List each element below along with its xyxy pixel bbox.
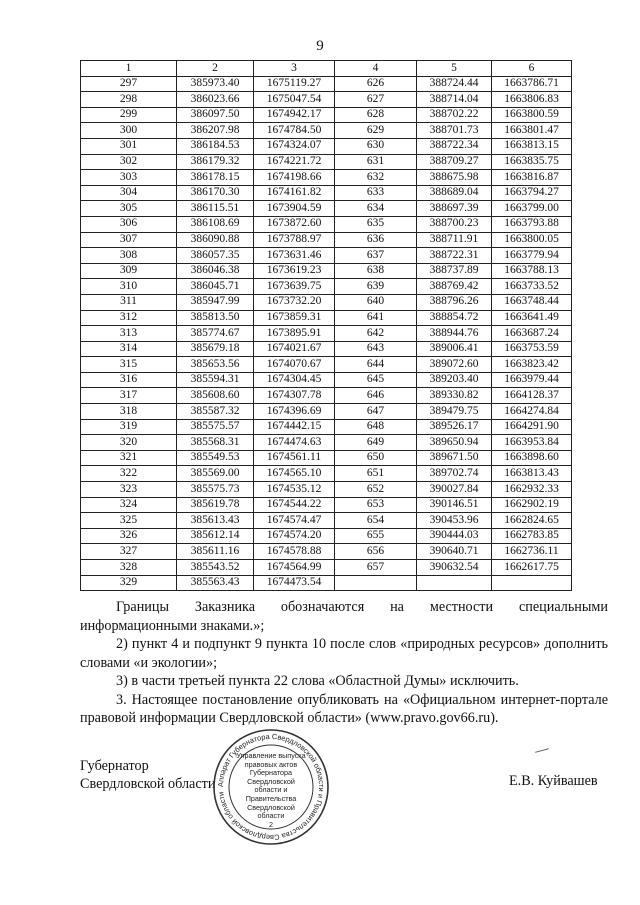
table-cell: 388701.73 [417,123,492,139]
table-cell: 386178.15 [177,170,254,186]
table-cell: 389526.17 [417,419,492,435]
table-cell: 1662902.19 [492,497,572,513]
table-cell: 386023.66 [177,92,254,108]
table-cell: 1663816.87 [492,170,572,186]
table-cell: 388714.04 [417,92,492,108]
table-cell: 385568.31 [177,435,254,451]
column-header: 2 [177,61,254,77]
table-cell: 316 [81,372,177,388]
table-cell: 1673904.59 [254,201,335,217]
table-cell: 1673639.75 [254,279,335,295]
table-cell: 630 [335,138,417,154]
table-cell: 1663799.00 [492,201,572,217]
table-cell: 390146.51 [417,497,492,513]
table-cell: 655 [335,528,417,544]
table-cell: 1674021.67 [254,341,335,357]
table-cell: 386046.38 [177,263,254,279]
table-cell: 650 [335,450,417,466]
table-cell: 326 [81,528,177,544]
signatory-title-line: Свердловской области [80,776,216,792]
table-cell: 1663788.13 [492,263,572,279]
seal-center-text: Управление выпуска правовых актов Губернатора Свердловской области и Правительства Свердловской области [236,751,306,821]
table-cell: 1674307.78 [254,388,335,404]
table-cell: 390444.03 [417,528,492,544]
table-cell: 301 [81,138,177,154]
table-cell: 1663801.47 [492,123,572,139]
table-row [81,528,572,544]
table-cell: 385612.14 [177,528,254,544]
table-cell: 1674070.67 [254,357,335,373]
table-row [81,248,572,264]
column-header: 3 [254,61,335,77]
table-cell: 649 [335,435,417,451]
table-cell: 631 [335,154,417,170]
table-cell: 1663823.42 [492,357,572,373]
table-cell: 388675.98 [417,170,492,186]
table-cell [335,575,417,591]
table-cell: 385774.67 [177,326,254,342]
table-cell: 385594.31 [177,372,254,388]
table-cell: 1662617.75 [492,560,572,576]
body-text [80,598,608,728]
table-cell: 1663641.49 [492,310,572,326]
table-cell: 1663953.84 [492,435,572,451]
table-cell: 1663753.59 [492,341,572,357]
table-row [81,372,572,388]
table-cell: 386207.98 [177,123,254,139]
table-cell: 653 [335,497,417,513]
table-cell: 329 [81,575,177,591]
table-cell: 1674396.69 [254,404,335,420]
table-cell: 320 [81,435,177,451]
table-row [81,92,572,108]
page-number: 9 [316,38,324,54]
coordinates-table [80,60,572,591]
table-row [81,466,572,482]
table-cell: 385549.53 [177,450,254,466]
table-cell: 385613.43 [177,513,254,529]
table-row [81,419,572,435]
table-cell: 1663813.15 [492,138,572,154]
table-cell: 1662932.33 [492,482,572,498]
table-cell: 388724.44 [417,76,492,92]
table-cell: 325 [81,513,177,529]
table-row [81,341,572,357]
table-cell: 304 [81,185,177,201]
table-cell: 385543.52 [177,560,254,576]
table-cell: 385947.99 [177,294,254,310]
table-cell: 648 [335,419,417,435]
table-cell: 385563.43 [177,575,254,591]
table-cell: 308 [81,248,177,264]
table-cell: 386057.35 [177,248,254,264]
table-cell: 1673788.97 [254,232,335,248]
table-cell: 388737.89 [417,263,492,279]
column-header: 1 [81,61,177,77]
seal-ring-text: Аппарат Губернатора Свердловской области и Правительства Свердловской области [215,731,327,843]
table-cell: 1663813.43 [492,466,572,482]
table-row [81,216,572,232]
table-cell: 306 [81,216,177,232]
table-cell: 1664274.84 [492,404,572,420]
table-cell: 389650.94 [417,435,492,451]
table-cell: 1674304.45 [254,372,335,388]
table-cell: 389479.75 [417,404,492,420]
table-cell: 321 [81,450,177,466]
table-cell: 1663748.44 [492,294,572,310]
table-cell: 1663687.24 [492,326,572,342]
table-cell: 1662736.11 [492,544,572,560]
table-cell: 1662783.85 [492,528,572,544]
table-cell: 1663794.27 [492,185,572,201]
table-cell: 1674784.50 [254,123,335,139]
table-cell: 388796.26 [417,294,492,310]
table-cell: 309 [81,263,177,279]
table-cell: 314 [81,341,177,357]
table-cell: 640 [335,294,417,310]
table-cell: 1674161.82 [254,185,335,201]
table-cell: 310 [81,279,177,295]
table-cell: 1673859.31 [254,310,335,326]
table-row [81,497,572,513]
table-cell: 1674564.99 [254,560,335,576]
table-cell: 1663979.44 [492,372,572,388]
table-cell: 386115.51 [177,201,254,217]
table-cell: 389006.41 [417,341,492,357]
table-row [81,450,572,466]
table-cell: 386097.50 [177,107,254,123]
table-cell: 1674574.20 [254,528,335,544]
table-cell: 311 [81,294,177,310]
signatory-title-line: Губернатор [80,758,149,774]
table-row [81,185,572,201]
table-row [81,513,572,529]
table-cell: 307 [81,232,177,248]
table-cell: 386108.69 [177,216,254,232]
table-cell: 388700.23 [417,216,492,232]
table-cell: 302 [81,154,177,170]
table-cell: 388711.91 [417,232,492,248]
table-cell: 1673895.91 [254,326,335,342]
table-cell: 389671.50 [417,450,492,466]
table-cell: 385973.40 [177,76,254,92]
table-row [81,482,572,498]
table-cell: 645 [335,372,417,388]
table-cell: 1673631.46 [254,248,335,264]
table-row [81,560,572,576]
table-cell: 318 [81,404,177,420]
table-cell: 627 [335,92,417,108]
table-cell: 656 [335,544,417,560]
table-cell: 634 [335,201,417,217]
table-row [81,201,572,217]
table-cell: 319 [81,419,177,435]
table-cell: 644 [335,357,417,373]
table-cell: 1663800.05 [492,232,572,248]
column-header: 5 [417,61,492,77]
table-cell: 386045.71 [177,279,254,295]
table-cell: 1664291.90 [492,419,572,435]
table-cell: 385575.57 [177,419,254,435]
table-cell: 385575.73 [177,482,254,498]
table-cell: 641 [335,310,417,326]
table-row [81,76,572,92]
table-cell: 1674574.47 [254,513,335,529]
table-row [81,388,572,404]
table-cell: 388709.27 [417,154,492,170]
paragraph-amendment-2: 2) пункт 4 и подпункт 9 пункта 10 после слов «природных ресурсов» дополнить словами «и экологии»; [80,636,608,671]
table-cell: 388769.42 [417,279,492,295]
table-cell: 1674578.88 [254,544,335,560]
table-cell: 390027.84 [417,482,492,498]
table-cell: 1663779.94 [492,248,572,264]
table-cell: 652 [335,482,417,498]
table-cell: 327 [81,544,177,560]
table-cell: 628 [335,107,417,123]
table-cell: 386179.32 [177,154,254,170]
table-cell: 385569.00 [177,466,254,482]
table-cell: 643 [335,341,417,357]
table-row [81,294,572,310]
table-cell: 388854.72 [417,310,492,326]
table-cell: 1674221.72 [254,154,335,170]
table-cell: 385587.32 [177,404,254,420]
table-row [81,435,572,451]
table-cell [492,575,572,591]
table-row [81,404,572,420]
table-cell: 651 [335,466,417,482]
table-cell: 1674565.10 [254,466,335,482]
table-cell: 300 [81,123,177,139]
table-cell: 389330.82 [417,388,492,404]
table-cell: 1673732.20 [254,294,335,310]
table-cell: 1663806.83 [492,92,572,108]
table-cell: 386170.30 [177,185,254,201]
table-cell: 388944.76 [417,326,492,342]
table-row [81,263,572,279]
table-cell: 385679.18 [177,341,254,357]
table-cell: 389203.40 [417,372,492,388]
table-row [81,575,572,591]
paragraph-boundaries: Границы Заказника обозначаются на местности специальными информационными знаками.»; [80,599,608,634]
table-cell: 388689.04 [417,185,492,201]
table-row [81,310,572,326]
table-cell: 1663793.88 [492,216,572,232]
table-cell: 1663733.52 [492,279,572,295]
table-row [81,232,572,248]
table-row [81,544,572,560]
signatory-name: Е.В. Куйвашев [509,773,598,789]
table-cell: 636 [335,232,417,248]
table-cell: 313 [81,326,177,342]
table-cell: 626 [335,76,417,92]
table-cell: 312 [81,310,177,326]
table-cell [417,575,492,591]
table-cell: 297 [81,76,177,92]
paragraph-amendment-3: 3) в части третьей пункта 22 слова «Областной Думы» исключить. [116,673,519,689]
column-header: 4 [335,61,417,77]
seal-center [233,752,309,829]
table-cell: 305 [81,201,177,217]
table-cell: 385653.56 [177,357,254,373]
column-header: 6 [492,61,572,77]
table-row [81,326,572,342]
table-cell: 385813.50 [177,310,254,326]
table-cell: 637 [335,248,417,264]
table-cell: 324 [81,497,177,513]
table-cell: 388697.39 [417,201,492,217]
pen-mark [535,748,549,753]
table-cell: 1674561.11 [254,450,335,466]
table-cell: 1673619.23 [254,263,335,279]
table-cell: 642 [335,326,417,342]
table-cell: 322 [81,466,177,482]
table-row [81,107,572,123]
table-cell: 1662824.65 [492,513,572,529]
table-cell: 646 [335,388,417,404]
table-cell: 328 [81,560,177,576]
table-row [81,357,572,373]
table-cell: 1673872.60 [254,216,335,232]
table-cell: 1674473.54 [254,575,335,591]
table-cell: 1674324.07 [254,138,335,154]
table-cell: 303 [81,170,177,186]
table-cell: 1674535.12 [254,482,335,498]
table-cell: 1674544.22 [254,497,335,513]
table-cell: 317 [81,388,177,404]
table-cell: 1674198.66 [254,170,335,186]
table-cell: 390632.54 [417,560,492,576]
table-cell: 385611.16 [177,544,254,560]
table-cell: 386184.53 [177,138,254,154]
table-cell: 323 [81,482,177,498]
table-cell: 388702.22 [417,107,492,123]
table-row [81,170,572,186]
table-row [81,123,572,139]
table-cell: 1675047.54 [254,92,335,108]
table-cell: 633 [335,185,417,201]
table-row [81,138,572,154]
table-cell: 647 [335,404,417,420]
table-header-row [81,61,572,77]
table-cell: 1663835.75 [492,154,572,170]
table-row [81,279,572,295]
table-cell: 390640.71 [417,544,492,560]
table-cell: 632 [335,170,417,186]
table-row [81,154,572,170]
signatory-title [80,757,215,793]
table-cell: 635 [335,216,417,232]
table-cell: 390453.96 [417,513,492,529]
table-cell: 629 [335,123,417,139]
table-cell: 1674474.63 [254,435,335,451]
table-cell: 299 [81,107,177,123]
table-cell: 389702.74 [417,466,492,482]
table-cell: 1663898.60 [492,450,572,466]
table-cell: 1663786.71 [492,76,572,92]
table-cell: 654 [335,513,417,529]
table-cell: 298 [81,92,177,108]
table-cell: 385608.60 [177,388,254,404]
table-cell: 657 [335,560,417,576]
table-cell: 388722.34 [417,138,492,154]
table-cell: 385619.78 [177,497,254,513]
table-cell: 1664128.37 [492,388,572,404]
table-cell: 1674942.17 [254,107,335,123]
table-cell: 1663800.59 [492,107,572,123]
table-cell: 389072.60 [417,357,492,373]
paragraph-publication: 3. Настоящее постановление опубликовать на «Официальном интернет-портале правовой информации Свердловской области» (www.pravo.gov66.ru). [80,691,608,726]
table-cell: 1675119.27 [254,76,335,92]
table-cell: 386090.88 [177,232,254,248]
seal-number: 2 [269,819,273,829]
table-cell: 638 [335,263,417,279]
table-cell: 315 [81,357,177,373]
table-cell: 1674442.15 [254,419,335,435]
table-cell: 639 [335,279,417,295]
table-cell: 388722.31 [417,248,492,264]
